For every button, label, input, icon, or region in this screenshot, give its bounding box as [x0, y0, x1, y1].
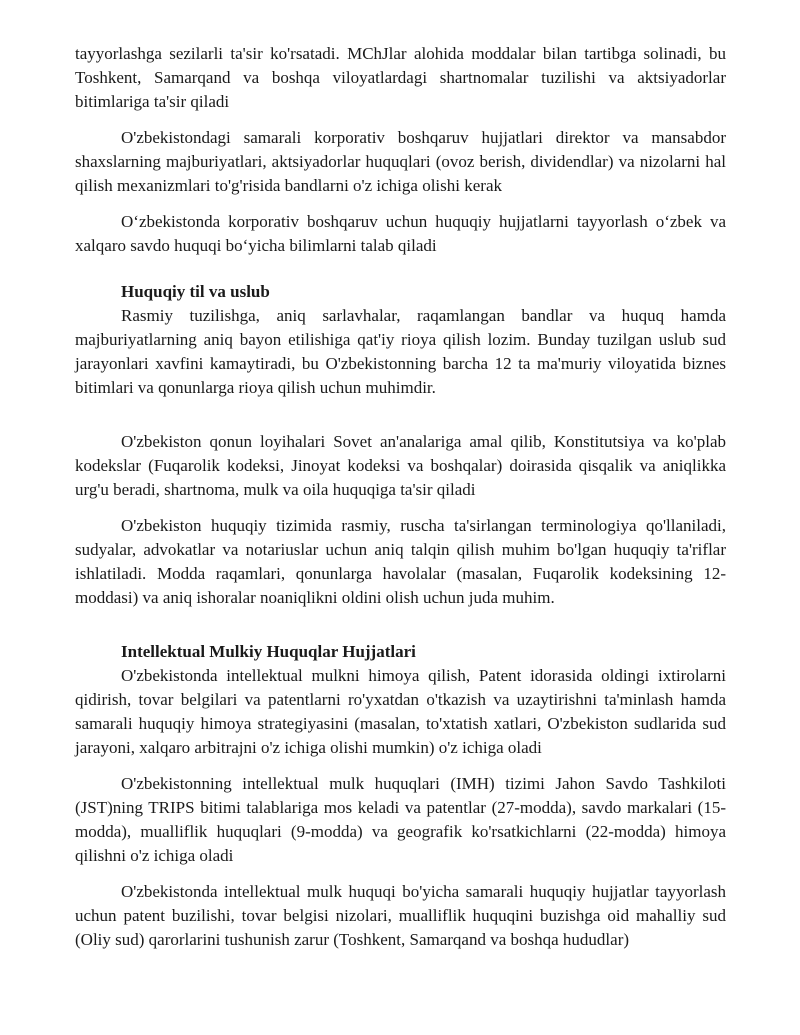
section-heading-legal-language: Huquqiy til va uslub — [121, 282, 270, 301]
paragraph-court-decisions: O'zbekistonda intellektual mulk huquqi bo'yicha samarali huquqiy hujjatlar tayyorlash uchun patent buzilishi, tovar belgisi nizolari, mualliflik huquqini buzishga oid mahalliy sud (Oliy sud) qarorlarini tushunish zarur (Toshkent, Samarqand va boshqa hududlar) — [75, 882, 726, 949]
section-heading-ip-documents: Intellektual Mulkiy Huquqlar Hujjatlari — [121, 642, 416, 661]
paragraph-trips: O'zbekistonning intellektual mulk huquqlari (IMH) tizimi Jahon Savdo Tashkiloti (JST)ning TRIPS bitimi talablariga mos keladi va patentlar (27-modda), savdo markalari (15-modda), mualliflik huquqlari (9-modda) va geografik ko'rsatkichlarni (22-modda) himoya qilishni o'z ichiga oladi — [75, 774, 726, 865]
paragraph-legal-preparation: O‘zbekistonda korporativ boshqaruv uchun huquqiy hujjatlarni tayyorlash o‘zbek va xalqaro savdo huquqi bo‘yicha bilimlarni talab qiladi — [75, 212, 726, 255]
paragraph-continuation: tayyorlashga sezilarli ta'sir ko'rsatadi. MChJlar alohida moddalar bilan tartibga solinadi, bu Toshkent, Samarqand va boshqa viloyatlardagi shartnomalar tuzilishi va aktsiyadorlar bitimlariga ta'sir qiladi — [75, 44, 726, 111]
paragraph-formal-structure: Rasmiy tuzilishga, aniq sarlavhalar, raqamlangan bandlar va huquq hamda majburiyatlarning aniq bayon etilishiga qat'iy rioya qilish lozim. Bunday tuzilgan uslub sud jarayonlari xavfini kamaytiradi, bu O'zbekistonning barcha 12 ta ma'muriy viloyatida biznes bitimlari va qonunlarga rioya qilish uchun muhimdir. — [75, 306, 726, 397]
paragraph-corporate-governance: O'zbekistondagi samarali korporativ boshqaruv hujjatlari direktor va mansabdor shaxslarning majburiyatlari, aktsiyadorlar huquqlari (ovoz berish, dividendlar) va nizolarni hal qilish mexanizmlari to'g'risida bandlarni o'z ichiga olishi kerak — [75, 128, 726, 195]
paragraph-terminology: O'zbekiston huquqiy tizimida rasmiy, ruscha ta'sirlangan terminologiya qo'llaniladi, sudyalar, advokatlar va notariuslar uchun aniq talqin qilish muhim bo'lgan huquqiy ta'riflar ishlatiladi. Modda raqamlari, qonunlarga havolalar (masalan, Fuqarolik kodeksining 12-moddasi) va aniq ishoralar noaniqlikni oldini olish uchun juda muhim. — [75, 516, 726, 607]
paragraph-ip-protection: O'zbekistonda intellektual mulkni himoya qilish, Patent idorasida oldingi ixtirolarni qidirish, tovar belgilari va patentlarni ro'yxatdan o'tkazish va uzaytirishni ta'minlash hamda samarali huquqiy himoya strategiyasini (masalan, to'xtatish xatlari, O'zbekiston sudlarida sud jarayoni, xalqaro arbitrajni o'z ichiga olishi mumkin) o'z ichiga oladi — [75, 666, 726, 757]
paragraph-soviet-traditions: O'zbekiston qonun loyihalari Sovet an'analariga amal qilib, Konstitutsiya va ko'plab kodekslar (Fuqarolik kodeksi, Jinoyat kodeksi va boshqalar) doirasida qisqalik va aniqlikka urg'u beradi, shartnoma, mulk va oila huquqiga ta'sir qiladi — [75, 432, 726, 499]
